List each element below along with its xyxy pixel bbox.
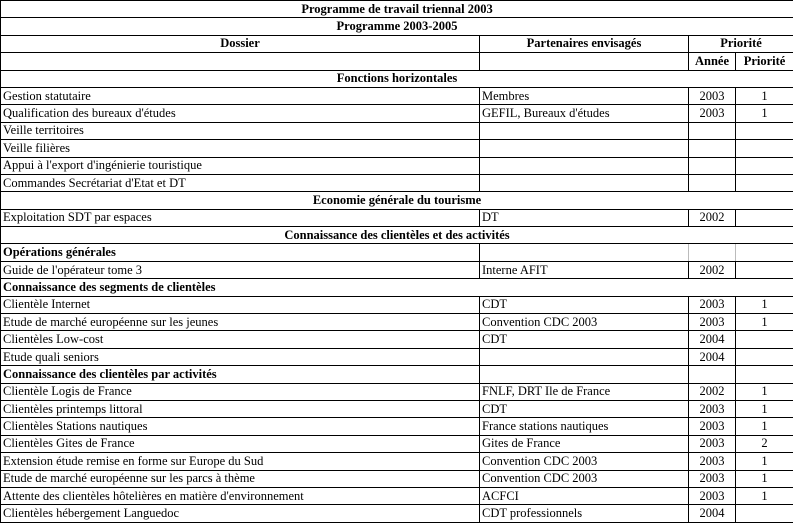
partenaires-cell: GEFIL, Bureaux d'études <box>480 105 689 122</box>
table-title: Programme de travail triennal 2003 <box>1 1 793 18</box>
partenaires-cell: CDT <box>480 331 689 348</box>
subheader-empty <box>480 53 689 70</box>
subsection-header-row <box>1 366 793 383</box>
dossier-cell: Veille territoires <box>1 122 480 139</box>
table-row <box>1 140 793 157</box>
dossier-cell: Clientèles Low-cost <box>1 331 480 348</box>
subheader-empty <box>1 53 480 70</box>
partenaires-cell: Convention CDC 2003 <box>480 314 689 331</box>
annee-cell: 2003 <box>689 453 736 470</box>
table-row <box>1 348 793 365</box>
table-row <box>1 87 793 104</box>
priorite-cell <box>736 348 793 365</box>
partenaires-cell: Convention CDC 2003 <box>480 470 689 487</box>
priorite-cell <box>736 122 793 139</box>
empty-cell <box>736 366 793 383</box>
table-row <box>1 105 793 122</box>
annee-cell <box>689 157 736 174</box>
dossier-cell: Extension étude remise en forme sur Europe du Sud <box>1 453 480 470</box>
header-priorite-group: Priorité <box>689 35 793 52</box>
section-header-row <box>1 192 793 209</box>
dossier-cell: Guide de l'opérateur tome 3 <box>1 261 480 278</box>
priorite-cell: 1 <box>736 87 793 104</box>
table-row <box>1 296 793 313</box>
dossier-cell: Clientèles hébergement Languedoc <box>1 505 480 522</box>
title-row <box>1 1 793 18</box>
annee-cell: 2002 <box>689 261 736 278</box>
table-row <box>1 487 793 504</box>
dossier-cell: Clientèles Stations nautiques <box>1 418 480 435</box>
dossier-cell: Clientèles printemps littoral <box>1 400 480 417</box>
subtitle-row <box>1 18 793 35</box>
table-row <box>1 435 793 452</box>
annee-cell: 2003 <box>689 314 736 331</box>
partenaires-cell <box>480 140 689 157</box>
annee-cell: 2003 <box>689 435 736 452</box>
empty-cell <box>689 244 736 261</box>
partenaires-cell: DT <box>480 209 689 226</box>
dossier-cell: Qualification des bureaux d'études <box>1 105 480 122</box>
section-header-row <box>1 227 793 244</box>
table-row <box>1 383 793 400</box>
annee-cell <box>689 122 736 139</box>
table-row <box>1 505 793 522</box>
priorite-cell <box>736 140 793 157</box>
dossier-cell: Clientèles Gites de France <box>1 435 480 452</box>
annee-cell: 2004 <box>689 331 736 348</box>
partenaires-cell <box>480 174 689 191</box>
dossier-cell: Clientèle Logis de France <box>1 383 480 400</box>
dossier-cell: Gestion statutaire <box>1 87 480 104</box>
annee-cell <box>689 140 736 157</box>
partenaires-cell: CDT <box>480 296 689 313</box>
subsection-title: Opérations générales <box>1 244 480 261</box>
partenaires-cell: France stations nautiques <box>480 418 689 435</box>
priorite-cell: 1 <box>736 105 793 122</box>
annee-cell: 2003 <box>689 87 736 104</box>
annee-cell: 2002 <box>689 383 736 400</box>
partenaires-cell: Convention CDC 2003 <box>480 453 689 470</box>
partenaires-cell: CDT professionnels <box>480 505 689 522</box>
subsection-header-row <box>1 279 793 296</box>
priorite-cell: 1 <box>736 487 793 504</box>
priorite-cell <box>736 157 793 174</box>
priorite-cell <box>736 261 793 278</box>
partenaires-cell: FNLF, DRT Ile de France <box>480 383 689 400</box>
dossier-cell: Commandes Secrétariat d'Etat et DT <box>1 174 480 191</box>
priorite-cell: 1 <box>736 296 793 313</box>
empty-cell <box>480 366 689 383</box>
priorite-cell: 1 <box>736 314 793 331</box>
priorite-cell <box>736 505 793 522</box>
table-subtitle: Programme 2003-2005 <box>1 18 793 35</box>
table-row <box>1 157 793 174</box>
dossier-cell: Etude de marché européenne sur les parcs à thème <box>1 470 480 487</box>
table-row <box>1 122 793 139</box>
partenaires-cell: Membres <box>480 87 689 104</box>
partenaires-cell <box>480 348 689 365</box>
subsection-title: Connaissance des segments de clientèles <box>1 279 793 296</box>
dossier-cell: Etude quali seniors <box>1 348 480 365</box>
empty-cell <box>689 366 736 383</box>
dossier-cell: Veille filières <box>1 140 480 157</box>
priorite-cell: 1 <box>736 418 793 435</box>
table-row <box>1 400 793 417</box>
header-dossier: Dossier <box>1 35 480 52</box>
annee-cell <box>689 174 736 191</box>
dossier-cell: Etude de marché européenne sur les jeunes <box>1 314 480 331</box>
annee-cell: 2003 <box>689 418 736 435</box>
dossier-cell: Appui à l'export d'ingénierie touristique <box>1 157 480 174</box>
header-row <box>1 35 793 52</box>
annee-cell: 2003 <box>689 105 736 122</box>
partenaires-cell: Interne AFIT <box>480 261 689 278</box>
priorite-cell <box>736 331 793 348</box>
dossier-cell: Attente des clientèles hôtelières en matière d'environnement <box>1 487 480 504</box>
empty-cell <box>736 244 793 261</box>
table-row <box>1 418 793 435</box>
table-row <box>1 453 793 470</box>
annee-cell: 2003 <box>689 296 736 313</box>
partenaires-cell: ACFCI <box>480 487 689 504</box>
annee-cell: 2003 <box>689 487 736 504</box>
table-row <box>1 314 793 331</box>
priorite-cell: 1 <box>736 400 793 417</box>
annee-cell: 2004 <box>689 348 736 365</box>
priorite-cell: 1 <box>736 453 793 470</box>
subheader-row <box>1 53 793 70</box>
section-title: Fonctions horizontales <box>1 70 793 87</box>
header-annee: Année <box>689 53 736 70</box>
partenaires-cell: Gites de France <box>480 435 689 452</box>
table-row <box>1 209 793 226</box>
section-title: Connaissance des clientèles et des activités <box>1 227 793 244</box>
dossier-cell: Clientèle Internet <box>1 296 480 313</box>
annee-cell: 2002 <box>689 209 736 226</box>
partenaires-cell <box>480 157 689 174</box>
priorite-cell: 2 <box>736 435 793 452</box>
annee-cell: 2003 <box>689 400 736 417</box>
annee-cell: 2003 <box>689 470 736 487</box>
empty-cell <box>480 244 689 261</box>
dossier-cell: Exploitation SDT par espaces <box>1 209 480 226</box>
subsection-title: Connaissance des clientèles par activités <box>1 366 480 383</box>
section-header-row <box>1 70 793 87</box>
table-row <box>1 261 793 278</box>
header-priorite: Priorité <box>736 53 793 70</box>
table-row <box>1 331 793 348</box>
priorite-cell <box>736 209 793 226</box>
annee-cell: 2004 <box>689 505 736 522</box>
section-title: Economie générale du tourisme <box>1 192 793 209</box>
table-row <box>1 470 793 487</box>
subsection-header-row <box>1 244 793 261</box>
priorite-cell <box>736 174 793 191</box>
table-row <box>1 174 793 191</box>
table-body <box>1 70 793 522</box>
priorite-cell: 1 <box>736 383 793 400</box>
partenaires-cell: CDT <box>480 400 689 417</box>
priorite-cell: 1 <box>736 470 793 487</box>
partenaires-cell <box>480 122 689 139</box>
header-partenaires: Partenaires envisagés <box>480 35 689 52</box>
